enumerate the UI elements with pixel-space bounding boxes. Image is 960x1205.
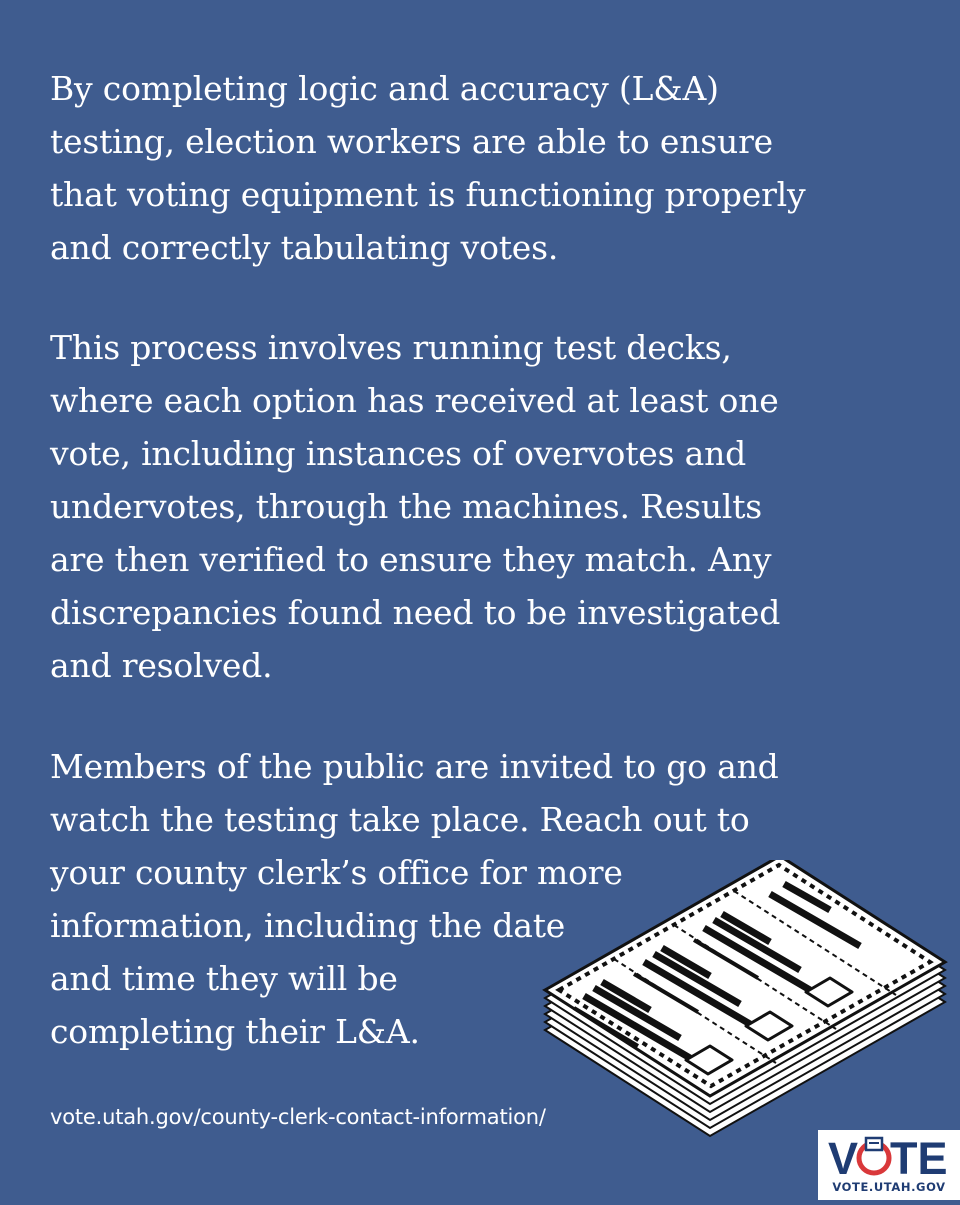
text-line: watch the testing take place. Reach out to <box>50 800 750 839</box>
vote-letter-v: V <box>828 1134 859 1178</box>
text-line: that voting equipment is functioning properly <box>50 175 806 214</box>
text-line: Members of the public are invited to go and <box>50 747 779 786</box>
text-line: testing, election workers are able to ensure <box>50 122 773 161</box>
paragraph-la-testing <box>50 62 920 274</box>
county-clerk-contact-link[interactable]: vote.utah.gov/county-clerk-contact-information/ <box>50 1105 546 1129</box>
vote-wordmark <box>818 1134 960 1178</box>
text-line: and correctly tabulating votes. <box>50 228 559 267</box>
text-line: vote, including instances of overvotes and <box>50 434 747 473</box>
vote-utah-logo <box>818 1130 960 1200</box>
vote-letters-te: TE <box>890 1134 948 1178</box>
text-line: This process involves running test decks, <box>50 328 732 367</box>
text-line: your county clerk’s office for more <box>50 853 623 892</box>
text-line: completing their L&A. <box>50 1012 420 1051</box>
text-line: and resolved. <box>50 646 273 685</box>
text-line: discrepancies found need to be investigated <box>50 593 781 632</box>
text-line: By completing logic and accuracy (L&A) <box>50 69 719 108</box>
text-line: where each option has received at least one <box>50 381 779 420</box>
text-line: and time they will be <box>50 959 398 998</box>
ballot-box-o-icon <box>859 1138 889 1173</box>
text-line: are then verified to ensure they match. Any <box>50 540 772 579</box>
text-line: information, including the date <box>50 906 566 945</box>
paragraph-test-decks <box>50 321 920 692</box>
logo-subtitle: VOTE.UTAH.GOV <box>832 1180 946 1194</box>
text-line: undervotes, through the machines. Results <box>50 487 763 526</box>
